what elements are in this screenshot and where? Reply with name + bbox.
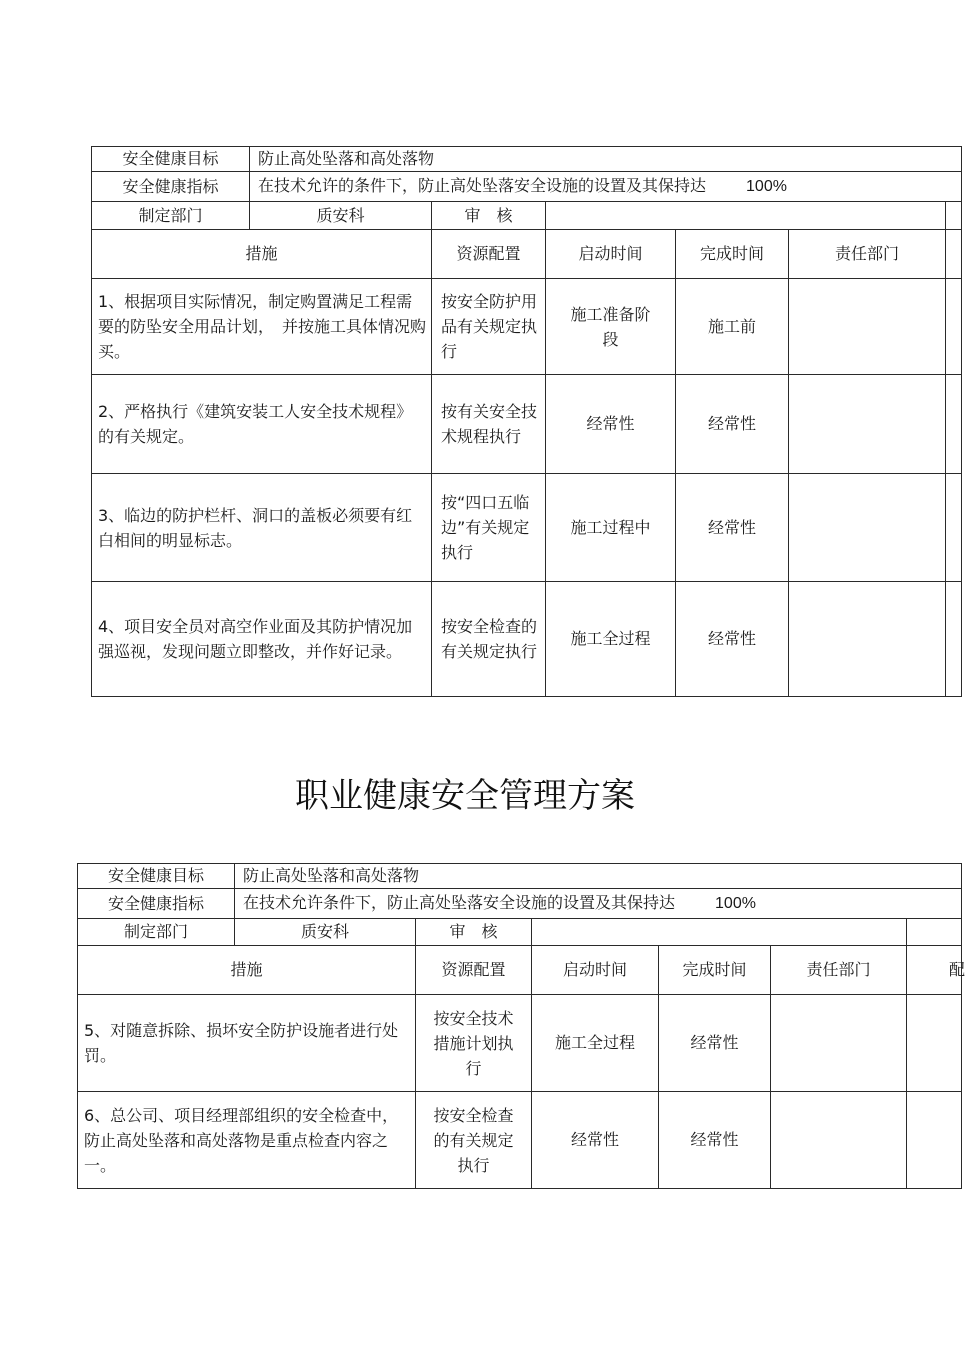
blank-cell — [907, 919, 962, 946]
dept-label: 制定部门 — [92, 202, 250, 230]
blank-cell — [946, 582, 962, 697]
col-start: 启动时间 — [546, 230, 676, 279]
measure-cell: 4、项目安全员对高空作业面及其防护情况加强巡视，发现问题立即整改，并作好记录。 — [92, 582, 432, 697]
col-extra: 配 — [907, 946, 962, 995]
plan-table-2 — [77, 863, 965, 1189]
index-value — [250, 172, 962, 202]
resource-cell: 按安全检查的有关规定执行 — [416, 1092, 532, 1189]
index-percent: 100% — [746, 178, 787, 195]
table-row — [92, 375, 962, 474]
table-row — [92, 474, 962, 582]
resource-cell: 按有关安全技术规程执行 — [432, 375, 546, 474]
resource-cell: 按安全检查的有关规定执行 — [432, 582, 546, 697]
col-dept: 责任部门 — [789, 230, 946, 279]
blank-cell — [907, 995, 962, 1092]
goal-label: 安全健康目标 — [78, 864, 235, 889]
blank-cell — [946, 230, 962, 279]
goal-value: 防止高处坠落和高处落物 — [235, 864, 962, 889]
start-cell: 经常性 — [532, 1092, 659, 1189]
goal-label: 安全健康目标 — [92, 147, 250, 172]
start-cell: 施工准备阶段 — [546, 279, 676, 375]
dept-cell — [789, 279, 946, 375]
index-value — [235, 889, 962, 919]
start-cell: 经常性 — [546, 375, 676, 474]
dept-cell — [789, 474, 946, 582]
table-row — [78, 1092, 962, 1189]
col-resources: 资源配置 — [432, 230, 546, 279]
dept-label: 制定部门 — [78, 919, 235, 946]
resource-cell: 按安全技术措施计划执行 — [416, 995, 532, 1092]
table-row — [92, 279, 962, 375]
resource-cell: 按“四口五临边”有关规定执行 — [432, 474, 546, 582]
finish-cell: 经常性 — [676, 474, 789, 582]
plan-table-1 — [91, 146, 962, 697]
col-resources: 资源配置 — [416, 946, 532, 995]
review-label: 审 核 — [416, 919, 532, 946]
blank-cell — [946, 474, 962, 582]
finish-cell: 经常性 — [659, 995, 771, 1092]
dept-cell — [771, 1092, 907, 1189]
col-dept: 责任部门 — [771, 946, 907, 995]
resource-cell: 按安全防护用品有关规定执行 — [432, 279, 546, 375]
finish-cell: 经常性 — [659, 1092, 771, 1189]
table-row — [78, 995, 962, 1092]
col-finish: 完成时间 — [676, 230, 789, 279]
finish-cell: 经常性 — [676, 582, 789, 697]
index-label: 安全健康指标 — [92, 172, 250, 202]
table-row — [92, 582, 962, 697]
start-cell: 施工全过程 — [546, 582, 676, 697]
dept-cell — [789, 582, 946, 697]
goal-value: 防止高处坠落和高处落物 — [250, 147, 962, 172]
review-value — [546, 202, 946, 230]
start-cell: 施工过程中 — [546, 474, 676, 582]
measure-cell: 5、对随意拆除、损坏安全防护设施者进行处罚。 — [78, 995, 416, 1092]
page-title: 职业健康安全管理方案 — [295, 776, 635, 816]
finish-cell: 经常性 — [676, 375, 789, 474]
col-measures: 措施 — [92, 230, 432, 279]
dept-value: 质安科 — [250, 202, 432, 230]
blank-cell — [907, 1092, 962, 1189]
blank-cell — [946, 279, 962, 375]
index-label: 安全健康指标 — [78, 889, 235, 919]
dept-cell — [771, 995, 907, 1092]
review-label: 审 核 — [432, 202, 546, 230]
measure-cell: 1、根据项目实际情况，制定购置满足工程需要的防坠安全用品计划， 并按施工具体情况购买。 — [92, 279, 432, 375]
col-finish: 完成时间 — [659, 946, 771, 995]
col-measures: 措施 — [78, 946, 416, 995]
measure-cell: 3、临边的防护栏杆、洞口的盖板必须要有红白相间的明显标志。 — [92, 474, 432, 582]
measure-cell: 6、总公司、项目经理部组织的安全检查中，防止高处坠落和高处落物是重点检查内容之一。 — [78, 1092, 416, 1189]
measure-cell: 2、严格执行《建筑安装工人安全技术规程》的有关规定。 — [92, 375, 432, 474]
dept-value: 质安科 — [235, 919, 416, 946]
blank-cell — [946, 202, 962, 230]
index-text: 在技术允许的条件下，防止高处坠落安全设施的设置及其保持达 — [258, 176, 707, 195]
index-percent: 100% — [715, 895, 756, 912]
start-cell: 施工全过程 — [532, 995, 659, 1092]
blank-cell — [946, 375, 962, 474]
review-value — [532, 919, 907, 946]
index-text: 在技术允许条件下，防止高处坠落安全设施的设置及其保持达 — [243, 893, 676, 912]
dept-cell — [789, 375, 946, 474]
col-start: 启动时间 — [532, 946, 659, 995]
finish-cell: 施工前 — [676, 279, 789, 375]
